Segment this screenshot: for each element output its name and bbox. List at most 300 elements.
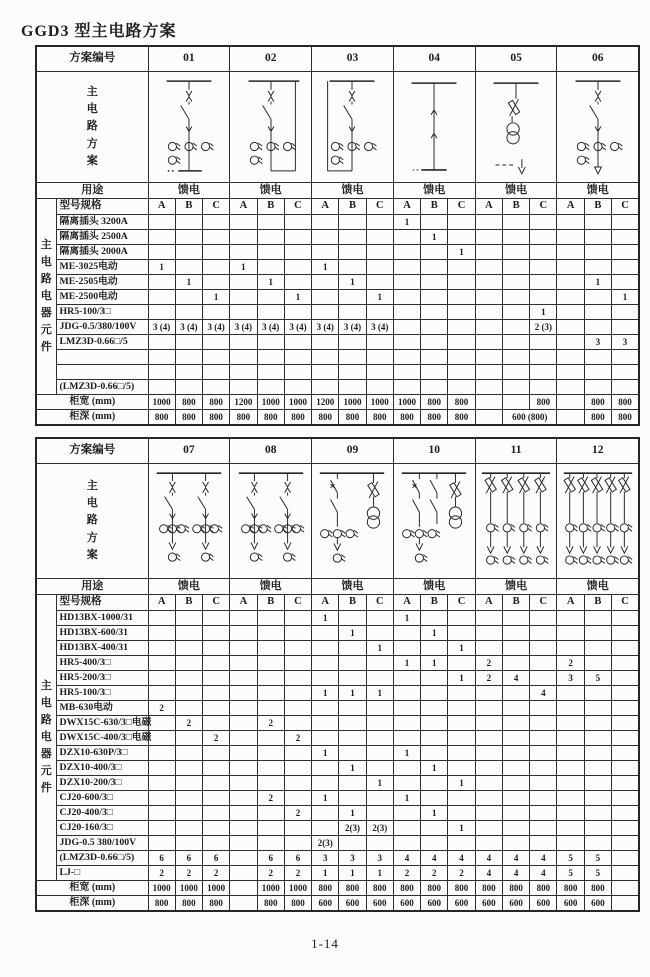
cell-value xyxy=(448,746,475,761)
cell-value xyxy=(612,215,639,230)
spec-label: DZX10-630P/3□ xyxy=(56,746,148,761)
cell-value xyxy=(612,701,639,716)
spec-row xyxy=(36,275,639,290)
cell-value xyxy=(612,836,639,851)
cell-value xyxy=(557,701,584,716)
cell-value xyxy=(421,320,448,335)
cell-value: 800 xyxy=(530,395,557,410)
cell-value xyxy=(175,365,202,380)
cell-value xyxy=(502,761,529,776)
cell-value xyxy=(421,305,448,320)
cell-value xyxy=(448,686,475,701)
cell-value xyxy=(612,791,639,806)
cell-value xyxy=(175,641,202,656)
cell-value xyxy=(339,611,366,626)
cell-value xyxy=(612,761,639,776)
cell-value xyxy=(366,701,393,716)
spec-label: ME-2505电动 xyxy=(56,275,148,290)
spec-label: DZX10-200/3□ xyxy=(56,776,148,791)
subcol-header: B xyxy=(175,199,202,215)
cell-value xyxy=(502,626,529,641)
usage-value: 馈电 xyxy=(475,579,557,595)
cell-value xyxy=(421,671,448,686)
cell-value xyxy=(475,686,502,701)
cell-value xyxy=(475,776,502,791)
cell-value xyxy=(448,380,475,395)
spec-label xyxy=(56,350,148,365)
cell-value xyxy=(502,806,529,821)
subcol-header: B xyxy=(502,199,529,215)
cabinet-depth-row xyxy=(36,410,639,426)
cell-value: 1 xyxy=(339,626,366,641)
cell-value: 600 xyxy=(584,896,611,912)
cell-value: 1 xyxy=(421,806,448,821)
cell-value xyxy=(530,791,557,806)
cell-value xyxy=(502,731,529,746)
cell-value xyxy=(530,641,557,656)
cell-value: 6 xyxy=(257,851,284,866)
cell-value xyxy=(175,821,202,836)
subcol-header: B xyxy=(257,595,284,611)
cell-value xyxy=(284,305,311,320)
cell-value xyxy=(366,245,393,260)
cell-value xyxy=(312,290,339,305)
cell-value xyxy=(203,716,230,731)
cell-value xyxy=(502,656,529,671)
cell-value xyxy=(421,611,448,626)
cell-value xyxy=(448,335,475,350)
cell-value xyxy=(203,821,230,836)
cell-value xyxy=(339,776,366,791)
spec-row xyxy=(36,686,639,701)
cell-value xyxy=(230,851,257,866)
cell-value xyxy=(502,380,529,395)
cell-value xyxy=(448,350,475,365)
subcol-header: A xyxy=(312,199,339,215)
cell-value: 2 xyxy=(257,791,284,806)
cell-value: 600 xyxy=(393,896,420,912)
cell-value: 1000 xyxy=(366,395,393,410)
cell-value xyxy=(502,230,529,245)
spec-row xyxy=(36,245,639,260)
cell-value xyxy=(584,716,611,731)
cell-value xyxy=(257,821,284,836)
cell-value xyxy=(530,260,557,275)
cell-value xyxy=(557,626,584,641)
cell-value: 2 xyxy=(475,656,502,671)
cell-value xyxy=(284,671,311,686)
cell-value xyxy=(584,776,611,791)
cell-value xyxy=(284,275,311,290)
cell-value: 2 xyxy=(284,866,311,881)
subcol-header: B xyxy=(175,595,202,611)
cell-value: 2 xyxy=(257,716,284,731)
cell-value xyxy=(230,896,257,912)
cell-value xyxy=(421,731,448,746)
cell-value xyxy=(393,626,420,641)
cell-value xyxy=(448,701,475,716)
cell-value: 1000 xyxy=(257,881,284,896)
cell-value xyxy=(366,836,393,851)
cell-value xyxy=(257,230,284,245)
cell-value xyxy=(475,806,502,821)
spec-row xyxy=(36,365,639,380)
cell-value xyxy=(421,245,448,260)
cell-value xyxy=(475,395,502,410)
cell-value xyxy=(584,305,611,320)
cell-value xyxy=(557,365,584,380)
cell-value xyxy=(175,791,202,806)
scheme-header-row xyxy=(36,46,639,72)
cell-value xyxy=(366,230,393,245)
cell-value xyxy=(257,731,284,746)
cell-value xyxy=(448,656,475,671)
cabinet-depth-label: 柜深 (mm) xyxy=(36,896,148,912)
cell-value: 1 xyxy=(230,260,257,275)
cell-value: 1000 xyxy=(175,881,202,896)
cell-value xyxy=(475,290,502,305)
cell-value xyxy=(230,230,257,245)
cell-value: 4 xyxy=(530,851,557,866)
cell-value xyxy=(230,701,257,716)
spec-row xyxy=(36,641,639,656)
cell-value xyxy=(612,881,639,896)
cell-value xyxy=(257,686,284,701)
cell-value xyxy=(421,335,448,350)
cell-value xyxy=(230,806,257,821)
cell-value xyxy=(584,365,611,380)
cell-value: 3 xyxy=(366,851,393,866)
cell-value: 5 xyxy=(584,866,611,881)
cell-value xyxy=(502,791,529,806)
subcol-header: A xyxy=(557,595,584,611)
cell-value: 800 xyxy=(530,881,557,896)
cell-value xyxy=(393,365,420,380)
circuit-diagram xyxy=(475,72,557,183)
cell-value: 800 xyxy=(148,896,175,912)
cell-value xyxy=(530,716,557,731)
spec-row xyxy=(36,671,639,686)
spec-label: 隔离插头 3200A xyxy=(56,215,148,230)
cell-value xyxy=(530,611,557,626)
cell-value xyxy=(339,656,366,671)
cell-value: 3 xyxy=(612,335,639,350)
cell-value xyxy=(448,611,475,626)
cell-value: 800 xyxy=(448,881,475,896)
cell-value xyxy=(502,686,529,701)
cell-value xyxy=(284,365,311,380)
cell-value: 800 xyxy=(612,410,639,426)
spec-row xyxy=(36,746,639,761)
cell-value xyxy=(312,305,339,320)
cell-value: 5 xyxy=(584,671,611,686)
cell-value xyxy=(530,215,557,230)
cell-value xyxy=(502,260,529,275)
cell-value xyxy=(148,821,175,836)
cell-value xyxy=(148,671,175,686)
cell-value xyxy=(475,821,502,836)
cell-value xyxy=(612,350,639,365)
cell-value xyxy=(530,806,557,821)
cell-value: 2 xyxy=(448,866,475,881)
cell-value: 6 xyxy=(203,851,230,866)
cell-value xyxy=(312,275,339,290)
cell-value xyxy=(475,245,502,260)
cell-value: 2 xyxy=(475,671,502,686)
cell-value: 600 xyxy=(502,896,529,912)
cell-value xyxy=(366,626,393,641)
cell-value: 3 (4) xyxy=(366,320,393,335)
spec-row xyxy=(36,776,639,791)
cell-value xyxy=(175,761,202,776)
cell-value xyxy=(475,641,502,656)
cell-value xyxy=(284,836,311,851)
cell-value: 1000 xyxy=(339,395,366,410)
cell-value xyxy=(475,791,502,806)
cell-value xyxy=(312,626,339,641)
cell-value: 1 xyxy=(312,686,339,701)
cell-value xyxy=(175,290,202,305)
cell-value: 800 xyxy=(339,881,366,896)
spec-row xyxy=(36,806,639,821)
cell-value xyxy=(475,410,502,426)
cell-value xyxy=(366,731,393,746)
cell-value xyxy=(230,290,257,305)
cell-value xyxy=(475,365,502,380)
cell-value xyxy=(203,305,230,320)
circuit-diagram xyxy=(148,464,230,579)
subcol-header: C xyxy=(284,595,311,611)
cell-value: 1 xyxy=(421,656,448,671)
cell-value xyxy=(230,380,257,395)
cell-value xyxy=(502,275,529,290)
cell-value xyxy=(584,380,611,395)
cell-value xyxy=(612,260,639,275)
cell-value: 800 xyxy=(284,410,311,426)
cell-value: 800 xyxy=(175,896,202,912)
spec-row xyxy=(36,290,639,305)
cell-value: 4 xyxy=(530,866,557,881)
cell-value xyxy=(557,686,584,701)
cell-value xyxy=(557,761,584,776)
cell-value xyxy=(584,761,611,776)
cell-value: 4 xyxy=(421,851,448,866)
subcol-header: B xyxy=(339,199,366,215)
subcol-header: A xyxy=(148,199,175,215)
cell-value xyxy=(148,776,175,791)
subcol-header: B xyxy=(502,595,529,611)
cell-value xyxy=(257,776,284,791)
cell-value xyxy=(475,731,502,746)
cell-value: 1 xyxy=(448,245,475,260)
cell-value: 800 xyxy=(448,410,475,426)
cell-value xyxy=(584,260,611,275)
cell-value: 1000 xyxy=(148,881,175,896)
scheme-number: 02 xyxy=(230,46,312,72)
cell-value xyxy=(448,806,475,821)
cell-value: 6 xyxy=(148,851,175,866)
cell-value xyxy=(421,260,448,275)
cell-value xyxy=(284,215,311,230)
cell-value xyxy=(175,686,202,701)
cell-value: 1 xyxy=(203,290,230,305)
cell-value xyxy=(612,806,639,821)
cell-value xyxy=(530,275,557,290)
cell-value xyxy=(284,776,311,791)
cell-value xyxy=(612,365,639,380)
cell-value xyxy=(448,716,475,731)
cell-value: 800 xyxy=(257,896,284,912)
spec-label: ME-3025电动 xyxy=(56,260,148,275)
cell-value xyxy=(230,866,257,881)
cell-value xyxy=(584,350,611,365)
cell-value xyxy=(393,836,420,851)
cell-value xyxy=(230,656,257,671)
subcol-header: B xyxy=(257,199,284,215)
spec-row xyxy=(36,260,639,275)
usage-value: 馈电 xyxy=(475,183,557,199)
cell-value: 800 xyxy=(175,395,202,410)
cell-value xyxy=(148,611,175,626)
cell-value xyxy=(530,626,557,641)
cell-value xyxy=(148,656,175,671)
diagram-row xyxy=(36,72,639,183)
spec-row xyxy=(36,821,639,836)
cell-value xyxy=(475,701,502,716)
cell-value xyxy=(557,731,584,746)
cell-value xyxy=(230,776,257,791)
spec-label: 隔离插头 2500A xyxy=(56,230,148,245)
cell-value: 600 (800) xyxy=(502,410,557,426)
cell-value: 3 (4) xyxy=(257,320,284,335)
cell-value xyxy=(230,365,257,380)
cell-value: 1 xyxy=(393,746,420,761)
cabinet-width-label: 柜宽 (mm) xyxy=(36,881,148,896)
cell-value: 800 xyxy=(339,410,366,426)
scheme-no-label: 方案编号 xyxy=(36,438,148,464)
cell-value xyxy=(366,761,393,776)
cell-value: 800 xyxy=(312,881,339,896)
spec-label: 隔离插头 2000A xyxy=(56,245,148,260)
model-spec-row xyxy=(36,595,639,611)
cell-value: 800 xyxy=(366,410,393,426)
components-side-label: 主电路电器元件 xyxy=(36,199,56,395)
cell-value xyxy=(339,746,366,761)
cell-value xyxy=(284,350,311,365)
cell-value: 1 xyxy=(312,260,339,275)
cell-value xyxy=(175,731,202,746)
cell-value xyxy=(312,821,339,836)
cell-value: 1 xyxy=(530,305,557,320)
cell-value xyxy=(230,611,257,626)
cell-value xyxy=(475,716,502,731)
cell-value xyxy=(366,335,393,350)
cell-value: 1 xyxy=(339,686,366,701)
cell-value: 1 xyxy=(393,611,420,626)
cell-value: 5 xyxy=(584,851,611,866)
subcol-header: B xyxy=(584,595,611,611)
cell-value xyxy=(393,821,420,836)
cell-value: 600 xyxy=(312,896,339,912)
cell-value xyxy=(557,821,584,836)
cell-value: 2 xyxy=(284,731,311,746)
cell-value xyxy=(530,230,557,245)
cell-value xyxy=(612,821,639,836)
spec-row xyxy=(36,731,639,746)
cell-value xyxy=(557,641,584,656)
diagram-row xyxy=(36,464,639,579)
cell-value xyxy=(230,245,257,260)
scheme-table-07-12 xyxy=(35,437,640,912)
cell-value xyxy=(366,656,393,671)
usage-value: 馈电 xyxy=(312,579,394,595)
cell-value xyxy=(312,806,339,821)
cell-value xyxy=(448,260,475,275)
cell-value xyxy=(148,686,175,701)
cell-value xyxy=(257,656,284,671)
cell-value xyxy=(421,350,448,365)
usage-value: 馈电 xyxy=(230,579,312,595)
subcol-header: A xyxy=(393,595,420,611)
cell-value xyxy=(584,626,611,641)
cell-value xyxy=(175,305,202,320)
cell-value xyxy=(475,335,502,350)
subcol-header: C xyxy=(530,199,557,215)
cell-value xyxy=(530,380,557,395)
scheme-table-01-06-body xyxy=(36,46,639,425)
cell-value xyxy=(148,365,175,380)
cell-value xyxy=(393,671,420,686)
spec-label: HR5-200/3□ xyxy=(56,671,148,686)
cell-value xyxy=(284,641,311,656)
circuit-diagram xyxy=(475,464,557,579)
cell-value xyxy=(312,701,339,716)
cell-value xyxy=(448,275,475,290)
scheme-number: 11 xyxy=(475,438,557,464)
cell-value: 600 xyxy=(557,896,584,912)
cell-value xyxy=(366,716,393,731)
cell-value xyxy=(339,836,366,851)
cell-value xyxy=(203,806,230,821)
cell-value: 2 xyxy=(203,866,230,881)
spec-label: LJ-□ xyxy=(56,866,148,881)
spec-row xyxy=(36,230,639,245)
subcol-header: C xyxy=(203,199,230,215)
model-spec-label: 型号规格 xyxy=(56,595,148,611)
cell-value: 1 xyxy=(366,641,393,656)
cell-value xyxy=(230,836,257,851)
cell-value: 2 (3) xyxy=(530,320,557,335)
spec-label: DWX15C-400/3□电磁 xyxy=(56,731,148,746)
spec-label: (LMZ3D-0.66□/5) xyxy=(56,851,148,866)
cell-value xyxy=(257,701,284,716)
cell-value xyxy=(393,380,420,395)
cell-value xyxy=(475,836,502,851)
scheme-number: 09 xyxy=(312,438,394,464)
cell-value xyxy=(557,230,584,245)
cell-value xyxy=(475,275,502,290)
cell-value: 3 xyxy=(584,335,611,350)
cell-value xyxy=(584,806,611,821)
cell-value xyxy=(612,776,639,791)
cell-value: 1 xyxy=(366,290,393,305)
cell-value xyxy=(393,320,420,335)
cell-value xyxy=(557,380,584,395)
cell-value: 600 xyxy=(448,896,475,912)
subcol-header: C xyxy=(448,199,475,215)
cell-value xyxy=(502,836,529,851)
cell-value xyxy=(312,761,339,776)
